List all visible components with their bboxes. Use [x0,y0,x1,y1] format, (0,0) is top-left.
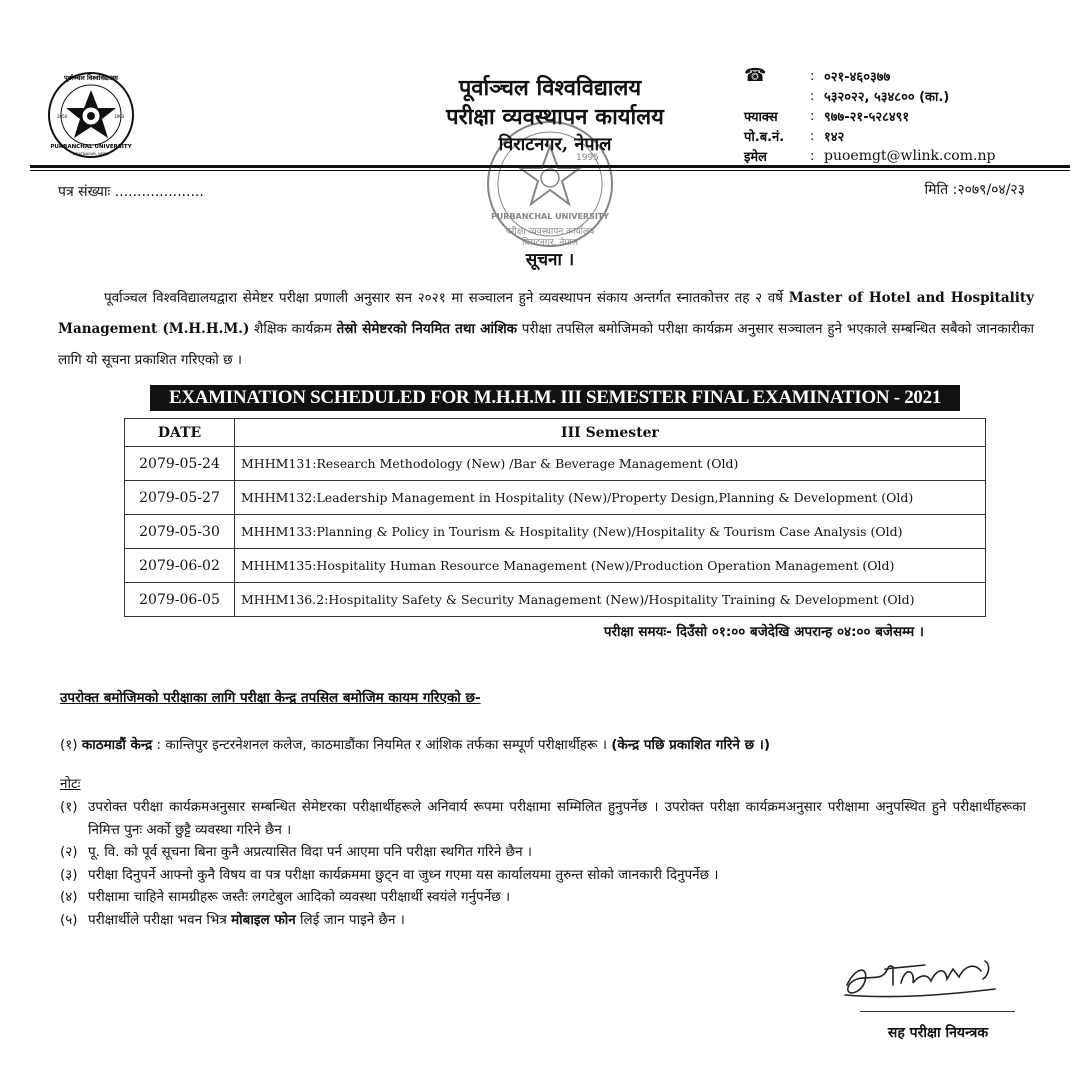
contact-block [744,66,995,166]
table-header-row [125,419,986,447]
note-text: परीक्षामा चाहिने सामग्रीहरू जस्तैः लगटेबुल आदिको व्यवस्था परीक्षार्थी स्वयंले गर्नुपर्नेछ । [88,889,511,905]
notes-heading: नोटः [60,776,81,792]
contact-email: इमेल : puoemgt@wlink.com.np [744,148,996,165]
table-row [125,549,986,583]
contact-email-value[interactable]: puoemgt@wlink.com.np [824,148,996,164]
logo-place-text: BIRATNAGAR, NEPAL [72,152,110,156]
note-item [60,864,1026,887]
seal-bottom-text: परीक्षा व्यवस्थापन कार्यालय [505,227,595,237]
table-row [125,515,986,549]
signature-line [860,1011,1015,1012]
exam-date: 2079-06-05 [125,583,235,617]
intro-text-3: परीक्षा तपसिल बमोजिमको परीक्षा कार्यक्रम अनुसार सञ्चालन हुने भएकाले सम्बन्धित सबैको जानकारीका लागि यो सूचना प्रकाशित गरिएको छ । [58,321,1034,368]
table-row [125,583,986,617]
office-seal-stamp [484,118,616,250]
note-number: (३) [60,866,78,883]
exam-date: 2079-05-30 [125,515,235,549]
notice-title: सूचना । [525,250,575,270]
contact-phone-2-value: ५३२०२२, ५३४८०० (का.) [824,90,950,105]
note-number: (१) [60,799,78,815]
office-location: विराटनगर, नेपाल [498,134,612,155]
notes-list [60,796,1026,931]
note-item [60,909,1026,932]
contact-phone: ☎ : ०२१-४६०३७७ [744,65,891,86]
note-item [60,886,1026,909]
column-header-date: DATE [125,419,235,447]
exam-date: 2079-05-27 [125,481,235,515]
exam-date: 2079-06-02 [125,549,235,583]
exam-centre-item [60,735,1040,753]
reference-number: पत्र संख्याः .................... [58,184,204,200]
university-logo [46,70,136,160]
exam-subject: MHHM132:Leadership Management in Hospitality (New)/Property Design,Planning & Development (Old) [235,481,986,515]
note-text: पू. वि. को पूर्व सूचना बिना कुनै अप्रत्यासित विदा पर्न आएमा पनि परीक्षा स्थगित गरिने छैन । [88,844,533,860]
office-name: परीक्षा व्यवस्थापन कार्यालय [446,104,664,130]
note-number: (२) [60,844,78,860]
seal-en-text: PURBANCHAL UNIVERSITY [490,212,610,221]
note-item [60,796,1026,841]
contact-pobox: पो.ब.नं. : १४२ [744,128,845,145]
table-row [125,447,986,481]
note-number: (४) [60,889,78,905]
university-name: पूर्वाञ्चल विश्वविद्यालय [458,75,642,101]
note-number: (५) [60,911,78,928]
contact-pobox-label: पो.ब.नं. [744,130,785,145]
logo-year-left: 2050 [57,114,68,119]
mobile-phone-text: मोबाइल फोन [231,911,296,928]
note-item [60,841,1026,864]
contact-fax-label: फ्याक्स [744,110,778,125]
contact-fax: फ्याक्स : ९७७-२१-५२८४९१ [744,108,910,125]
handwritten-signature [835,955,1005,1003]
contact-phone-value: ०२१-४६०३७७ [824,70,891,85]
intro-bold-semester: तेस्रो सेमेष्टरको नियमित तथा आंशिक [336,321,517,337]
signatory-title: सह परीक्षा नियन्त्रक [887,1025,989,1041]
exam-schedule-table [124,418,986,617]
logo-bottom-text: PURBANCHAL UNIVERSITY [50,144,132,150]
seal-year: 1995 [576,153,599,163]
logo-top-text: पूर्वाञ्चल विश्वविद्यालय [64,74,118,82]
letter-date: मिति :२०७९/०४/२३ [924,182,1025,198]
exam-subject: MHHM135:Hospitality Human Resource Management (New)/Production Operation Management (Old) [235,549,986,583]
exam-time: परीक्षा समयः- दिउँसो ०१:०० बजेदेखि अपरान्ह ०४:०० बजेसम्म । [603,624,924,640]
centre-note: (केन्द्र पछि प्रकाशित गरिने छ ।) [611,737,771,753]
exam-subject: MHHM131:Research Methodology (New) /Bar & Beverage Management (Old) [235,447,986,481]
contact-email-label: इमेल [744,150,767,165]
schedule-banner: EXAMINATION SCHEDULED FOR M.H.H.M. III SEMESTER FINAL EXAMINATION - 2021 [150,385,960,411]
seal-place-text: विराटनगर, नेपाल [522,238,578,248]
centre-name: काठमाडौं केन्द्र [81,737,153,753]
intro-paragraph [58,283,1034,376]
note-text: उपरोक्त परीक्षा कार्यक्रमअनुसार सम्बन्धित सेमेष्टरका परीक्षार्थीहरूले अनिवार्य रूपमा परीक्षामा सम्मिलित हुनुपर्नेछ । उपरोक्त परीक्षा कार्यक्रमअनुसार परीक्षामा अनुपस्थित हुने परीक्षार्थीहरूका निमित्त पुनः अर्को छुट्टै व्यवस्था गरिने छैन । [88,799,1026,838]
table-row [125,481,986,515]
exam-subject: MHHM136.2:Hospitality Safety & Security Management (New)/Hospitality Training & Development (Old) [235,583,986,617]
logo-year-right: 1993 [114,114,125,119]
telephone-icon: ☎ [744,65,767,86]
contact-phone-2: : ५३२०२२, ५३४८०० (का.) [810,88,950,105]
exam-subject: MHHM133:Planning & Policy in Tourism & Hospitality (New)/Hospitality & Tourism Case Analysis (Old) [235,515,986,549]
exam-centre-heading: उपरोक्त बमोजिमको परीक्षाका लागि परीक्षा केन्द्र तपसिल बमोजिम कायम गरिएको छ- [60,690,481,706]
note-text: परीक्षा दिनुपर्ने आफ्नो कुनै विषय वा पत्र परीक्षा कार्यक्रममा छुट्न वा जुध्न गएमा यस कार्यालयमा तुरुन्त सोको जानकारी दिनुपर्नेछ । [88,866,719,883]
intro-text-2: शैक्षिक कार्यक्रम [249,321,337,337]
intro-text-1: पूर्वाञ्चल विश्वविद्यालयद्वारा सेमेष्टर परीक्षा प्रणाली अनुसार सन २०२१ मा सञ्चालन हुने व्यवस्थापन संकाय अन्तर्गत स्नातकोत्तर तह २ वर्षे [104,290,789,306]
contact-pobox-value: १४२ [824,130,845,145]
centre-number: (१) [60,737,78,753]
note-text: परीक्षार्थीले परीक्षा भवन भित्र मोबाइल फोन लिई जान पाइने छैन । [88,911,405,928]
exam-date: 2079-05-24 [125,447,235,481]
column-header-semester: III Semester [235,419,986,447]
contact-fax-value: ९७७-२१-५२८४९१ [824,110,910,125]
program-name: Master of Hotel and Hospitality Management (M.H.H.M.) [58,290,1034,337]
centre-text: : कान्तिपुर इन्टरनेशनल कलेज, काठमाडौंका नियमित र आंशिक तर्फका सम्पूर्ण परीक्षार्थीहरू । [152,737,612,753]
